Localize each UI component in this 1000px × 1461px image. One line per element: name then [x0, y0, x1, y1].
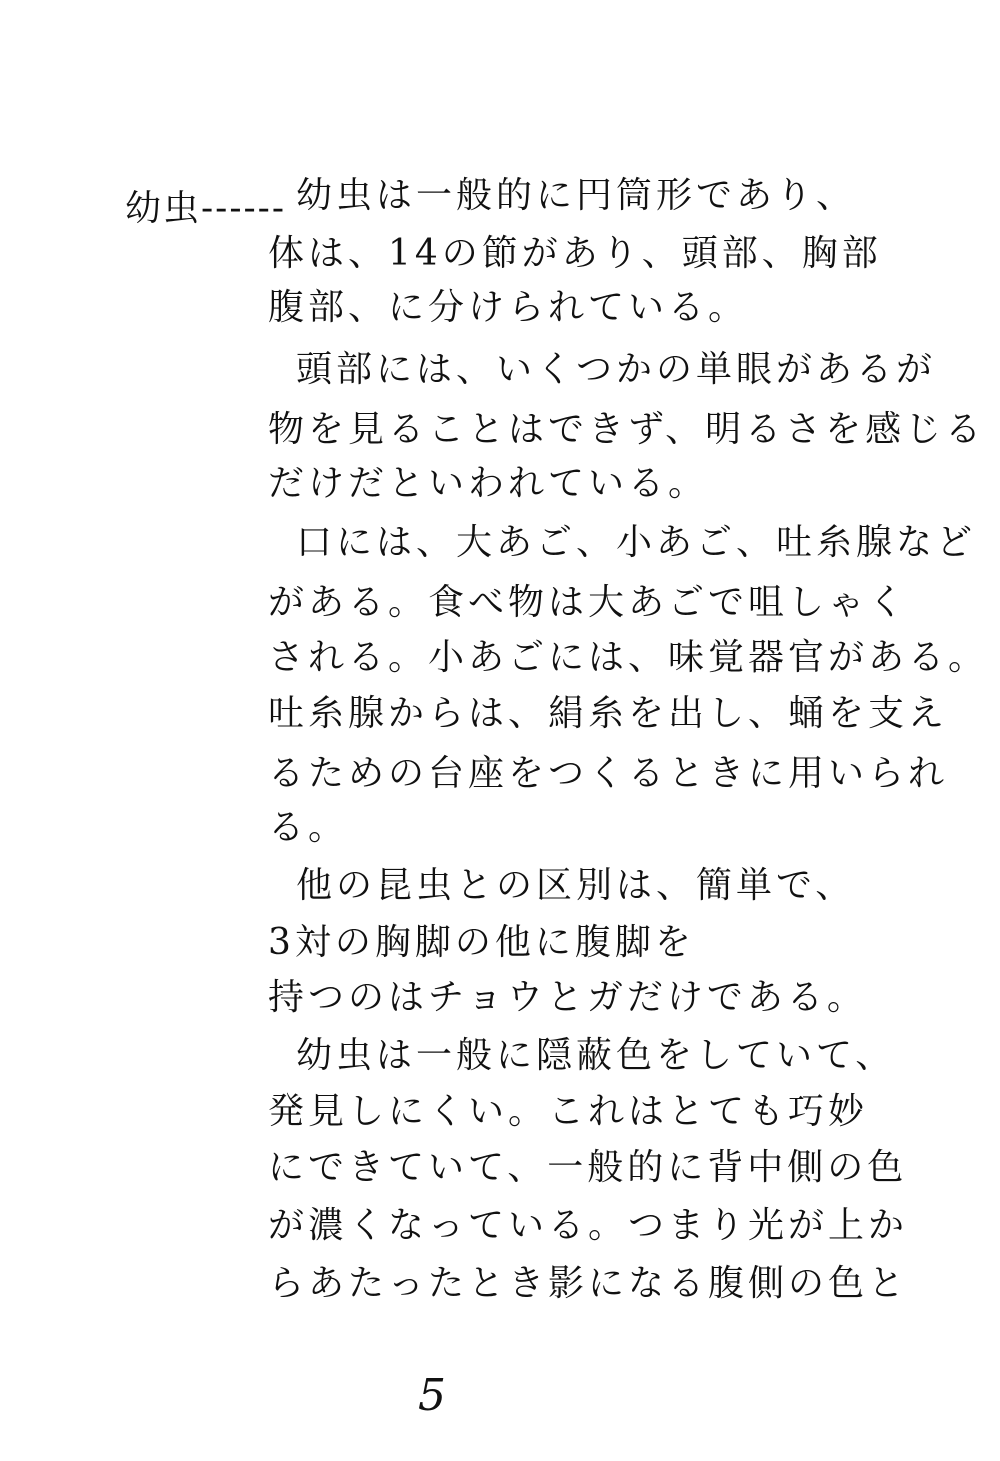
text-line: 発見しにくい。これはとても巧妙 — [268, 1091, 869, 1132]
text-line: だけだといわれている。 — [268, 463, 709, 504]
text-line: 口には、大あご、小あご、吐糸腺など — [296, 522, 977, 563]
text-line: る。 — [268, 807, 349, 848]
text-line: 他の昆虫との区別は、簡単で、 — [296, 865, 856, 906]
text-line: 幼虫は一般的に円筒形であり、 — [296, 175, 857, 216]
text-line: らあたったとき影になる腹側の色と — [268, 1263, 909, 1304]
text-line: 腹部、に分けられている。 — [268, 287, 749, 328]
text-line: るための台座をつくるときに用いられ — [268, 753, 949, 794]
text-line: にできていて、一般的に背中側の色 — [268, 1147, 908, 1188]
text-line: がある。食べ物は大あごで咀しゃく — [268, 582, 909, 623]
text-line: 吐糸腺からは、絹糸を出し、蛹を支え — [268, 693, 949, 734]
page-number: 5 — [418, 1370, 446, 1421]
text-line: される。小あごには、味覚器官がある。 — [268, 637, 989, 678]
section-heading: 幼虫------ — [125, 188, 286, 229]
text-line: 持つのはチョウとガだけである。 — [268, 977, 867, 1018]
text-line: 物を見ることはできず、明るさを感じる — [268, 409, 986, 450]
text-line: 頭部には、いくつかの単眼があるが — [296, 349, 937, 390]
text-line: 幼虫は一般に隠蔽色をしていて、 — [296, 1035, 896, 1076]
text-line: 3対の胸脚の他に腹脚を — [268, 922, 695, 963]
text-line: 体は、14の節があり、頭部、胸部 — [268, 233, 882, 274]
text-line: が濃くなっている。つまり光が上か — [268, 1205, 909, 1246]
